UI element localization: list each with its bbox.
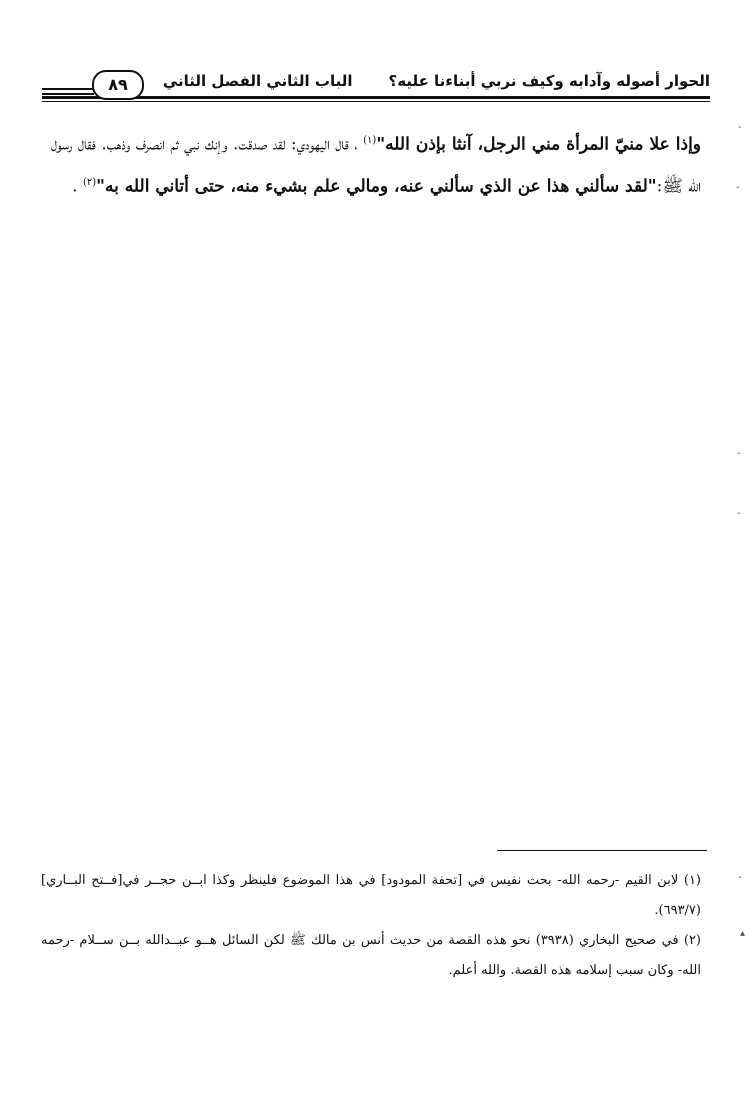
scan-mark: - [738, 122, 742, 133]
footnote-2: (٢) في صحيح البخاري (٣٩٣٨) نحو هذه القصة من حديث أنس بن مالك ﷺ لكن السائل هــو عبــدالله بــن ســلام -رحمه الله- وكان سبب إسلامه هذه القصة. والله أعلم. [41, 933, 701, 978]
scan-mark: - [737, 508, 741, 519]
scan-mark: - [736, 182, 740, 193]
footnote-ref-1: (١) [363, 135, 377, 146]
footnote-1: (١) لابن القيم -رحمه الله- بحث نفيس في [تحفة المودود] في هذا الموضوع فلينظر وكذا ابــن حجــر في[فــتح البــاري] (٦٩٣/٧). [41, 873, 701, 918]
footnote-ref-2: (٢) [82, 176, 97, 188]
chapter-label: الباب الثاني الفصل الثاني [162, 72, 353, 90]
page-header [42, 68, 710, 108]
scan-mark: - [738, 872, 742, 883]
main-text [51, 122, 701, 205]
header-rule [42, 96, 710, 102]
running-title [163, 72, 710, 90]
body-quote-1: وإذا علا منيّ المرأة مني الرجل، آنثا بإذن الله" [376, 134, 701, 155]
body-quote-2: "لقد سألني هذا عن الذي سألني عنه، ومالي علم بشيء منه، حتى أتاني الله به" [96, 176, 657, 197]
scan-mark: ▴ [740, 928, 746, 939]
scan-mark: - [737, 448, 741, 459]
footnotes [41, 866, 701, 986]
header-rule-left [42, 88, 94, 95]
page-number-badge: ٨٩ [92, 70, 144, 100]
footnote-separator [497, 850, 707, 851]
body-narration: ، قال اليهودي: لقد صدقت. وإنك نبي ثم انصرف وذهب. فقال رسول الله ﷺ: [51, 134, 701, 197]
body-end-mark: . [72, 176, 78, 197]
book-title: الحوار أصوله وآدابه وكيف نربي أبناءنا عليه؟ [388, 72, 710, 90]
